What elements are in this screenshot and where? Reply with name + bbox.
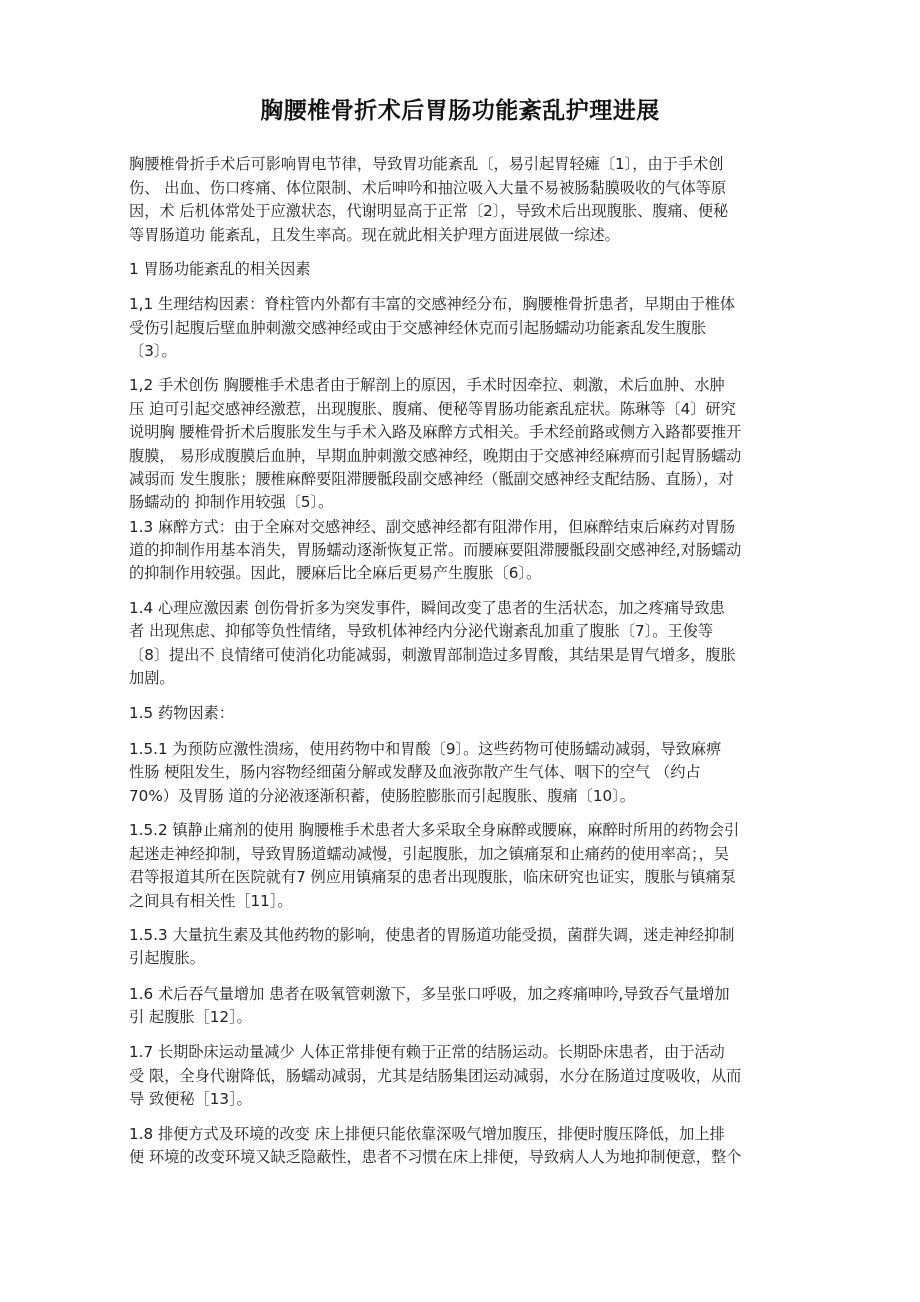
text-line: 胸腰椎骨折手术后可影响胃电节律，导致胃功能紊乱〔，易引起胃轻瘫〔1〕，由于手术创: [129, 155, 724, 173]
text-line: 因，术 后机体常处于应激状态，代谢明显高于正常〔2〕，导致术后出现腹胀、腹痛、便秘: [129, 202, 729, 220]
text-line: 等胃肠道功 能紊乱，且发生率高。现在就此相关护理方面进展做一综述。: [129, 226, 620, 244]
text-line: 之间具有相关性［11］。: [129, 892, 293, 910]
text-line: 1.6 术后吞气量增加 患者在吸氧管刺激下，多呈张口呼吸，加之疼痛呻吟,导致吞气量增加: [129, 985, 730, 1003]
text-line: 70%）及胃肠 道的分泌液逐渐积蓄，使肠腔膨胀而引起腹胀、腹痛〔10〕。: [129, 787, 635, 805]
text-line: 君等报道其所在医院就有7 例应用镇痛泵的患者出现腹胀，临床研究也证实，腹胀与镇痛泵: [129, 868, 736, 886]
text-line: 伤、 出血、伤口疼痛、体位限制、术后呻吟和抽泣吸入大量不易被肠黏膜吸收的气体等原: [129, 179, 727, 197]
text-line: 1,1 生理结构因素：脊柱管内外都有丰富的交感神经分布，胸腰椎骨折患者，早期由于椎体: [129, 295, 736, 313]
text-line: 压 迫可引起交感神经激惹，出现腹胀、腹痛、便秘等胃肠功能紊乱症状。陈琳等〔4〕研究: [129, 400, 736, 418]
text-line: 腹膜， 易形成腹膜后血肿，早期血肿刺激交感神经，晚期由于交感神经麻痹而引起胃肠蠕动: [129, 447, 742, 465]
text-line: 引 起腹胀［12］。: [129, 1008, 252, 1026]
text-line: 肠蠕动的 抑制作用较强〔5〕。: [129, 493, 334, 511]
text-line: 1.5.3 大量抗生素及其他药物的影响，使患者的胃肠道功能受损，菌群失调，迷走神经抑制: [129, 926, 735, 944]
text-line: 1.8 排便方式及环境的改变 床上排便只能依靠深吸气增加腹压，排便时腹压降低，加上排: [129, 1125, 725, 1143]
text-line: 1.7 长期卧床运动量减少 人体正常排便有赖于正常的结肠运动。长期卧床患者，由于活动: [129, 1043, 725, 1061]
text-line: 引起腹胀。: [129, 949, 205, 967]
text-line: 导 致便秘［13］。: [129, 1090, 252, 1108]
text-line: 〔8〕提出不 良情绪可使消化功能减弱，刺激胃部制造过多胃酸，其结果是胃气增多，腹胀: [129, 646, 736, 664]
text-line: 1.5.1 为预防应激性溃疡，使用药物中和胃酸〔9〕。这些药物可使肠蠕动减弱，导致麻痹: [129, 740, 722, 758]
text-line: 道的抑制作用基本消失，胃肠蠕动逐渐恢复正常。而腰麻要阻滞腰骶段副交感神经,对肠蠕动: [129, 541, 742, 559]
text-line: 说明胸 腰椎骨折术后腹胀发生与手术入路及麻醉方式相关。手术经前路或侧方入路都要推开: [129, 423, 742, 441]
text-line: 1,2 手术创伤 胸腰椎手术患者由于解剖上的原因，手术时因牵拉、刺激，术后血肿、水肿: [129, 376, 725, 394]
text-line: 的抑制作用较强。因此，腰麻后比全麻后更易产生腹胀〔6〕。: [129, 564, 542, 582]
text-line: 减弱而 发生腹胀；腰椎麻醉要阻滞腰骶段副交感神经（骶副交感神经支配结肠、直肠），对: [129, 470, 734, 488]
text-line: 〔3〕。: [129, 342, 177, 360]
text-line: 受 限，全身代谢降低，肠蠕动减弱，尤其是结肠集团运动减弱，水分在肠道过度吸收，从而: [129, 1067, 742, 1085]
text-line: 1.5.2 镇静止痛剂的使用 胸腰椎手术患者大多采取全身麻醉或腰麻，麻醉时所用的药物会引: [129, 821, 740, 839]
text-line: 便 环境的改变环境又缺乏隐蔽性，患者不习惯在床上排便，导致病人人为地抑制便意，整个: [129, 1148, 742, 1166]
text-line: 起迷走神经抑制，导致胃肠道蠕动减慢，引起腹胀，加之镇痛泵和止痛药的使用率高；，吴: [129, 845, 729, 863]
text-line: 加剧。: [129, 669, 175, 687]
text-line: 1.3 麻醉方式：由于全麻对交感神经、副交感神经都有阻滞作用，但麻醉结束后麻药对胃肠: [129, 518, 736, 536]
text-line: 1.5 药物因素：: [129, 704, 234, 722]
document-title: 胸腰椎骨折术后胃肠功能紊乱护理进展: [260, 97, 660, 124]
text-line: 1 胃肠功能紊乱的相关因素: [129, 260, 311, 278]
text-line: 1.4 心理应激因素 创伤骨折多为突发事件，瞬间改变了患者的生活状态，加之疼痛导致患: [129, 599, 725, 617]
text-line: 性肠 梗阻发生，肠内容物经细菌分解或发酵及血液弥散产生气体、咽下的空气 （约占: [129, 763, 701, 781]
text-line: 者 出现焦虑、抑郁等负性情绪，导致机体神经内分泌代谢紊乱加重了腹胀〔7〕。王俊等: [129, 622, 714, 640]
text-line: 受伤引起腹后壁血肿刺激交感神经或由于交感神经休克而引起肠蠕动功能紊乱发生腹胀: [129, 319, 707, 337]
